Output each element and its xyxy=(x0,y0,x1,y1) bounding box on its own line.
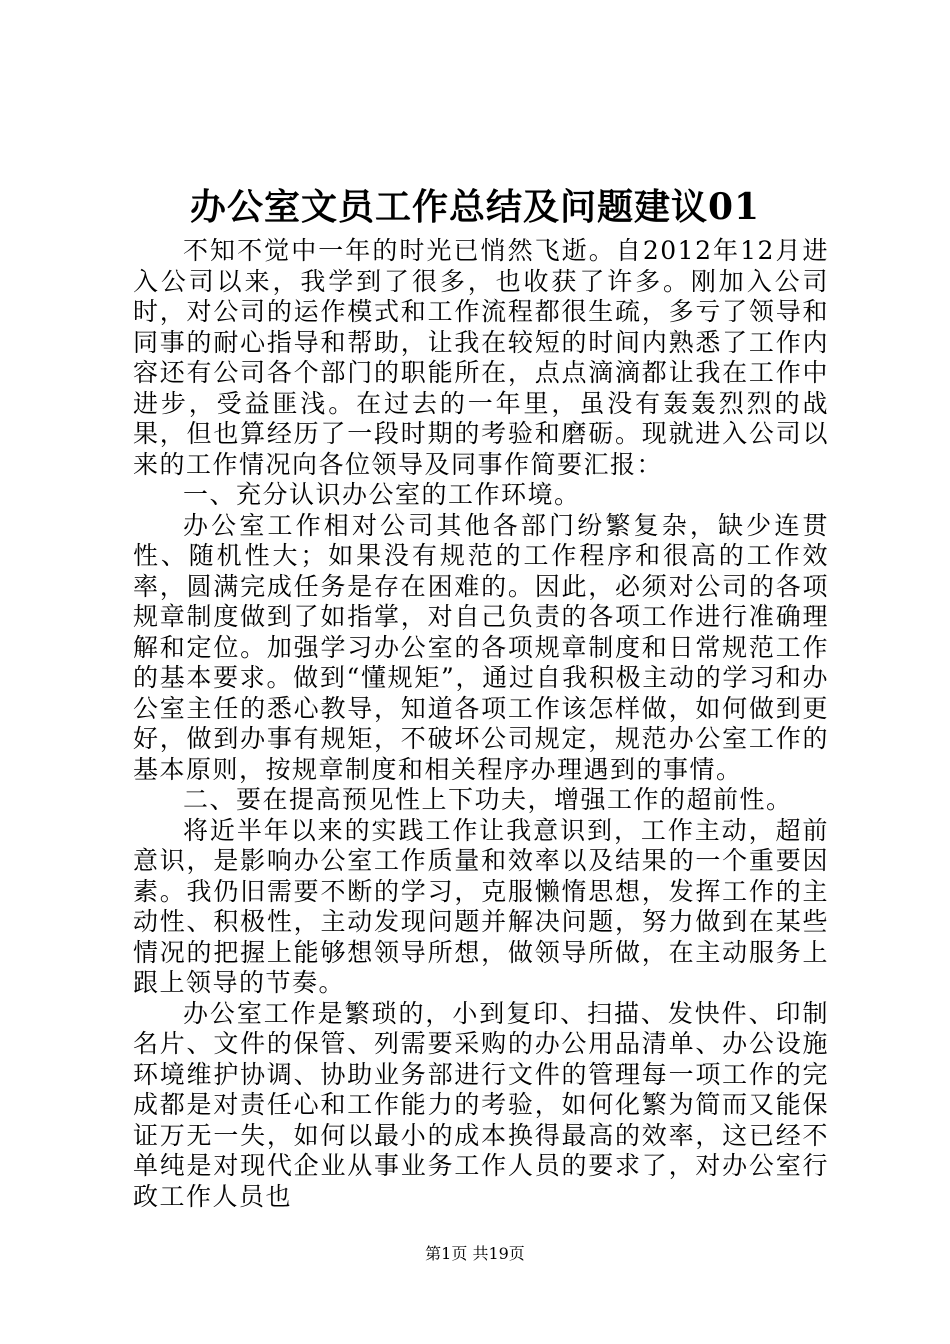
document-body xyxy=(133,236,829,1212)
heading-section-2: 二、要在提高预见性上下功夫，增强工作的超前性。 xyxy=(183,785,793,814)
paragraph-intro: 不知不觉中一年的时光已悄然飞逝。自2012年12月进入公司以来，我学到了很多，也收获了许多。刚加入公司时，对公司的运作模式和工作流程都很生疏，多亏了领导和同事的耐心指导和帮助，让我在较短的时间内熟悉了工作内容还有公司各个部门的职能所在，点点滴滴都让我在工作中进步，受益匪浅。在过去的一年里，虽没有轰轰烈烈的战果，但也算经历了一段时期的考验和磨砺。现就进入公司以来的工作情况向各位领导及同事作简要汇报： xyxy=(133,236,829,479)
paragraph-section-2-continued: 办公室工作是繁琐的，小到复印、扫描、发快件、印制名片、文件的保管、列需要采购的办公用品清单、办公设施环境维护协调、协助业务部进行文件的管理每一项工作的完成都是对责任心和工作能力的考验，如何化繁为简而又能保证万无一失，如何以最小的成本换得最高的效率，这已经不单纯是对现代企业从事业务工作人员的要求了，对办公室行政工作人员也 xyxy=(133,998,829,1211)
heading-section-1: 一、充分认识办公室的工作环境。 xyxy=(183,480,581,509)
paragraph-section-2: 将近半年以来的实践工作让我意识到，工作主动，超前意识，是影响办公室工作质量和效率以及结果的一个重要因素。我仍旧需要不断的学习，克服懒惰思想，发挥工作的主动性、积极性，主动发现问题并解决问题，努力做到在某些情况的把握上能够想领导所想，做领导所做，在主动服务上跟上领导的节奏。 xyxy=(133,815,829,997)
page-number-footer: 第1页 共19页 xyxy=(425,1244,525,1263)
document-title: 办公室文员工作总结及问题建议01 xyxy=(189,186,761,228)
paragraph-section-1: 办公室工作相对公司其他各部门纷繁复杂，缺少连贯性、随机性大；如果没有规范的工作程序和很高的工作效率，圆满完成任务是存在困难的。因此，必须对公司的各项规章制度做到了如指掌，对自己负责的各项工作进行准确理解和定位。加强学习办公室的各项规章制度和日常规范工作的基本要求。做到“懂规矩”，通过自我积极主动的学习和办公室主任的悉心教导，知道各项工作该怎样做，如何做到更好，做到办事有规矩，不破坏公司规定，规范办公室工作的基本原则，按规章制度和相关程序办理遇到的事情。 xyxy=(133,510,829,784)
